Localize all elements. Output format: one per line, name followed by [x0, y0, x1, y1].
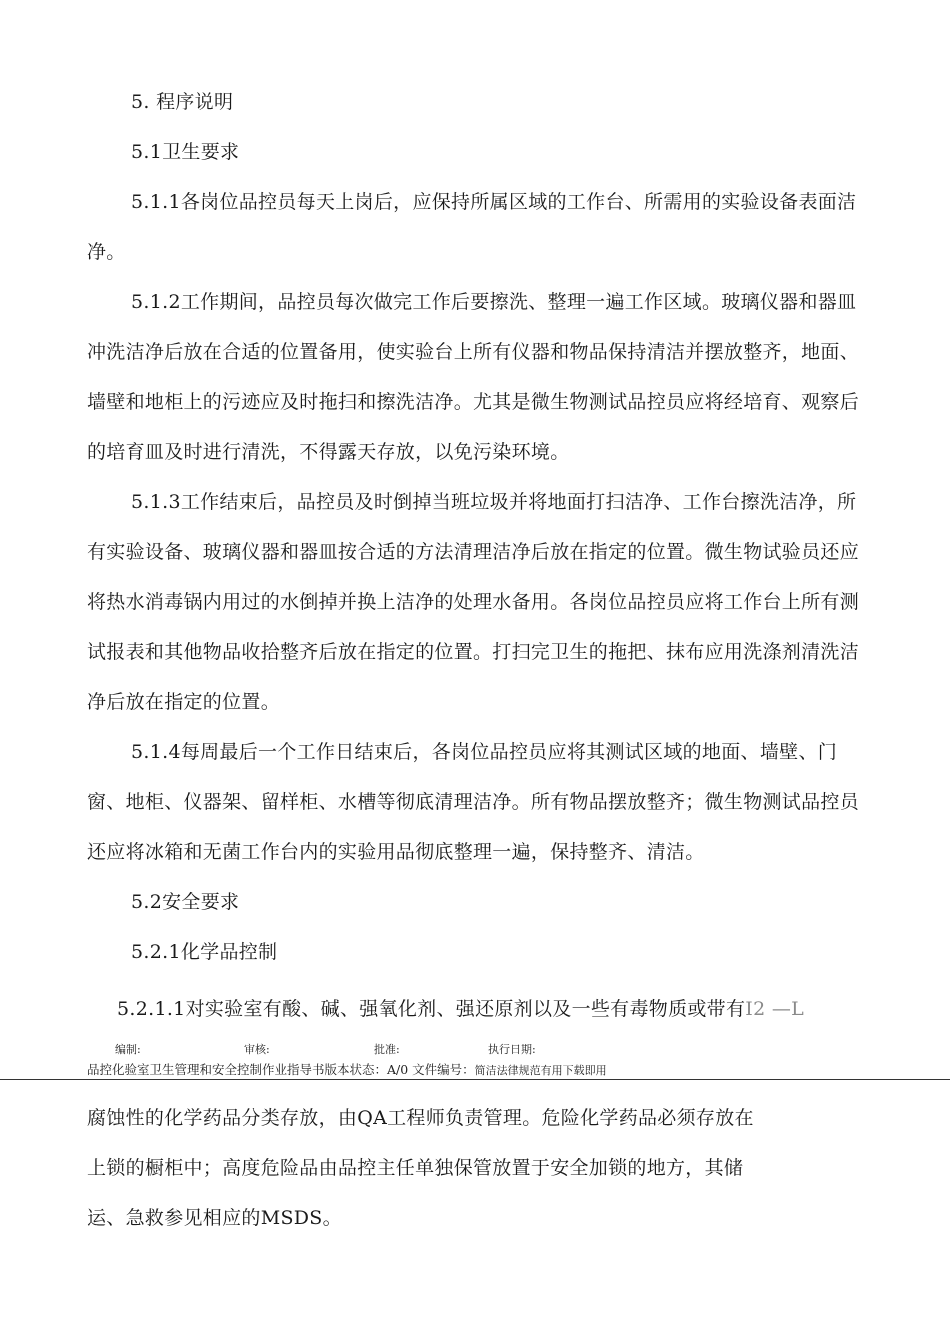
footer-divider — [0, 1079, 950, 1080]
paragraph-line: 上锁的橱柜中；高度危险品由品控主任单独保管放置于安全加锁的地方，其储 — [87, 1157, 744, 1179]
subsection-heading: 5.2.1化学品控制 — [131, 941, 278, 963]
paragraph-line: 5.1.2工作期间，品控员每次做完工作后要擦洗、整理一遍工作区域。玻璃仪器和器皿 — [131, 291, 857, 313]
sign-label-reviewed: 审核: — [244, 1043, 270, 1056]
paragraph-line: 冲洗洁净后放在合适的位置备用，使实验台上所有仪器和物品保持清洁并摆放整齐，地面、 — [87, 341, 860, 363]
paragraph-text: 5.2.1.1对实验室有酸、碱、强氧化剂、强还原剂以及一些有毒物质或带有 — [117, 998, 746, 1020]
paragraph-line: 净后放在指定的位置。 — [87, 691, 281, 713]
paragraph-line: 墙壁和地柜上的污迹应及时拖扫和擦洗洁净。尤其是微生物测试品控员应将经培育、观察后 — [87, 391, 860, 413]
paragraph-line: 5.1.4每周最后一个工作日结束后，各岗位品控员应将其测试区域的地面、墙壁、门 — [131, 741, 838, 763]
paragraph-line: 还应将冰箱和无菌工作台内的实验用品彻底整理一遍，保持整齐、清洁。 — [87, 841, 705, 863]
subsection-heading: 5.2安全要求 — [131, 891, 240, 913]
faint-artifact-text: I2 —L — [745, 998, 805, 1020]
subsection-heading: 5.1卫生要求 — [131, 141, 240, 163]
paragraph-line: 窗、地柜、仪器架、留样柜、水槽等彻底清理洁净。所有物品摆放整齐；微生物测试品控员 — [87, 791, 860, 813]
section-heading: 5. 程序说明 — [131, 91, 234, 113]
paragraph-line: 试报表和其他物品收拾整齐后放在指定的位置。打扫完卫生的拖把、抹布应用洗涤剂清洗洁 — [87, 641, 860, 663]
paragraph-line: 运、急救参见相应的MSDS。 — [87, 1207, 342, 1229]
paragraph-line-last — [117, 997, 804, 1021]
sign-label-approved: 批准: — [374, 1043, 400, 1056]
sign-label-prepared: 编制: — [115, 1043, 141, 1056]
sign-label-effective-date: 执行日期: — [488, 1043, 536, 1056]
paragraph-line: 5.1.1各岗位品控员每天上岗后，应保持所属区域的工作台、所需用的实验设备表面洁 — [131, 191, 857, 213]
footer-document-title: 品控化验室卫生管理和安全控制作业指导书版本状态：A/0 文件编号：简洁法律规范有用下载即用 — [87, 1062, 607, 1077]
paragraph-line: 5.1.3工作结束后，品控员及时倒掉当班垃圾并将地面打扫洁净、工作台擦洗洁净，所 — [131, 491, 857, 513]
paragraph-line: 将热水消毒锅内用过的水倒掉并换上洁净的处理水备用。各岗位品控员应将工作台上所有测 — [87, 591, 860, 613]
paragraph-line: 的培育皿及时进行清洗，不得露天存放，以免污染环境。 — [87, 441, 570, 463]
paragraph-line: 有实验设备、玻璃仪器和器皿按合适的方法清理洁净后放在指定的位置。微生物试验员还应 — [87, 541, 860, 563]
paragraph-line: 腐蚀性的化学药品分类存放，由QA工程师负责管理。危险化学药品必须存放在 — [87, 1107, 754, 1129]
paragraph-line: 净。 — [87, 241, 126, 263]
